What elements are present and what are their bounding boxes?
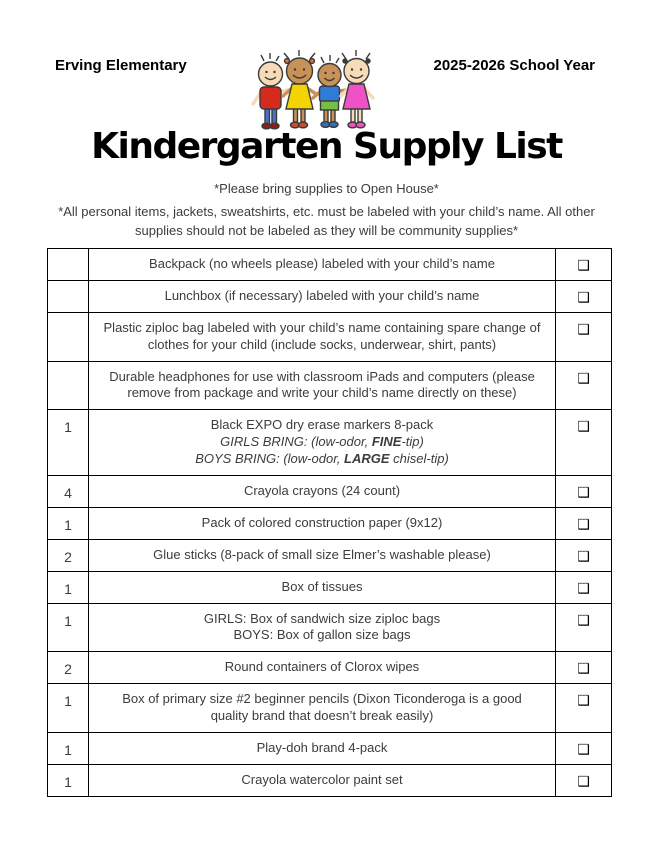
table-row	[48, 764, 612, 796]
item-description: Crayola crayons (24 count)	[89, 476, 556, 508]
checkbox-cell	[556, 571, 612, 603]
checkbox-icon[interactable]: ❑	[577, 612, 590, 629]
item-description: Black EXPO dry erase markers 8-pack GIRLS BRING: (low-odor, FINE-tip) BOYS BRING: (low-odor, LARGE chisel-tip)	[89, 410, 556, 476]
checkbox-icon[interactable]: ❑	[577, 773, 590, 790]
checkbox-icon[interactable]: ❑	[577, 693, 590, 710]
school-name: Erving Elementary	[55, 57, 187, 74]
item-description: Play-doh brand 4-pack	[89, 733, 556, 765]
checkbox-cell	[556, 361, 612, 410]
kid-boy-blue	[313, 55, 347, 127]
table-row	[48, 312, 612, 361]
checkbox-icon[interactable]: ❑	[577, 370, 590, 387]
quantity-cell: 1	[48, 571, 89, 603]
school-year: 2025-2026 School Year	[433, 57, 595, 74]
checkbox-icon[interactable]: ❑	[577, 580, 590, 597]
quantity-cell	[48, 312, 89, 361]
supply-table	[47, 248, 612, 797]
item-description: Lunchbox (if necessary) labeled with your child’s name	[89, 280, 556, 312]
checkbox-icon[interactable]: ❑	[577, 548, 590, 565]
checkbox-cell	[556, 312, 612, 361]
kid-boy-red	[253, 53, 288, 129]
table-row	[48, 249, 612, 281]
checkbox-icon[interactable]: ❑	[577, 419, 590, 436]
item-description: Plastic ziploc bag labeled with your child’s name containing spare change of clothes for your child (include socks, underwear, shirt, pants)	[89, 312, 556, 361]
table-row	[48, 539, 612, 571]
checkbox-cell	[556, 539, 612, 571]
subtitle-open-house: *Please bring supplies to Open House*	[214, 181, 439, 196]
table-row	[48, 603, 612, 652]
item-description: Durable headphones for use with classroom iPads and computers (please remove from package and write your child’s name directly on these)	[89, 361, 556, 410]
checkbox-cell	[556, 476, 612, 508]
table-row	[48, 571, 612, 603]
checkbox-icon[interactable]: ❑	[577, 321, 590, 338]
supply-table-body	[48, 249, 612, 797]
table-row	[48, 476, 612, 508]
quantity-cell: 4	[48, 476, 89, 508]
table-row	[48, 652, 612, 684]
quantity-cell: 1	[48, 684, 89, 733]
item-description: Box of tissues	[89, 571, 556, 603]
checkbox-cell	[556, 603, 612, 652]
checkbox-cell	[556, 280, 612, 312]
quantity-cell: 2	[48, 539, 89, 571]
quantity-cell	[48, 249, 89, 281]
table-row	[48, 507, 612, 539]
item-description: Backpack (no wheels please) labeled with your child’s name	[89, 249, 556, 281]
checkbox-cell	[556, 684, 612, 733]
checkbox-icon[interactable]: ❑	[577, 258, 590, 274]
checkbox-icon[interactable]: ❑	[577, 742, 590, 759]
table-row	[48, 733, 612, 765]
quantity-cell: 2	[48, 652, 89, 684]
table-row	[48, 361, 612, 410]
quantity-cell: 1	[48, 764, 89, 796]
item-description: Glue sticks (8-pack of small size Elmer’s washable please)	[89, 539, 556, 571]
checkbox-cell	[556, 249, 612, 281]
kid-girl-pink	[341, 50, 373, 128]
item-description: Box of primary size #2 beginner pencils (Dixon Ticonderoga is a good quality brand that doesn’t break easily)	[89, 684, 556, 733]
kids-clipart	[249, 46, 381, 134]
quantity-cell: 1	[48, 410, 89, 476]
item-description: Crayola watercolor paint set	[89, 764, 556, 796]
checkbox-cell	[556, 410, 612, 476]
quantity-cell: 1	[48, 733, 89, 765]
item-description: GIRLS: Box of sandwich size ziploc bags BOYS: Box of gallon size bags	[89, 603, 556, 652]
table-row	[48, 684, 612, 733]
checkbox-icon[interactable]: ❑	[577, 289, 590, 306]
quantity-cell: 1	[48, 603, 89, 652]
checkbox-cell	[556, 507, 612, 539]
checkbox-icon[interactable]: ❑	[577, 516, 590, 533]
page-title: Kindergarten Supply List	[91, 126, 562, 167]
table-row	[48, 280, 612, 312]
checkbox-icon[interactable]: ❑	[577, 485, 590, 502]
checkbox-cell	[556, 652, 612, 684]
item-description: Round containers of Clorox wipes	[89, 652, 556, 684]
quantity-cell	[48, 280, 89, 312]
checkbox-cell	[556, 764, 612, 796]
checkbox-cell	[556, 733, 612, 765]
checkbox-icon[interactable]: ❑	[577, 661, 590, 678]
table-row	[48, 410, 612, 476]
labeling-note: *All personal items, jackets, sweatshirts, etc. must be labeled with your child’s name. All other supplies should not be labeled as they will be community supplies*	[58, 204, 595, 238]
item-description: Pack of colored construction paper (9x12)	[89, 507, 556, 539]
quantity-cell: 1	[48, 507, 89, 539]
quantity-cell	[48, 361, 89, 410]
